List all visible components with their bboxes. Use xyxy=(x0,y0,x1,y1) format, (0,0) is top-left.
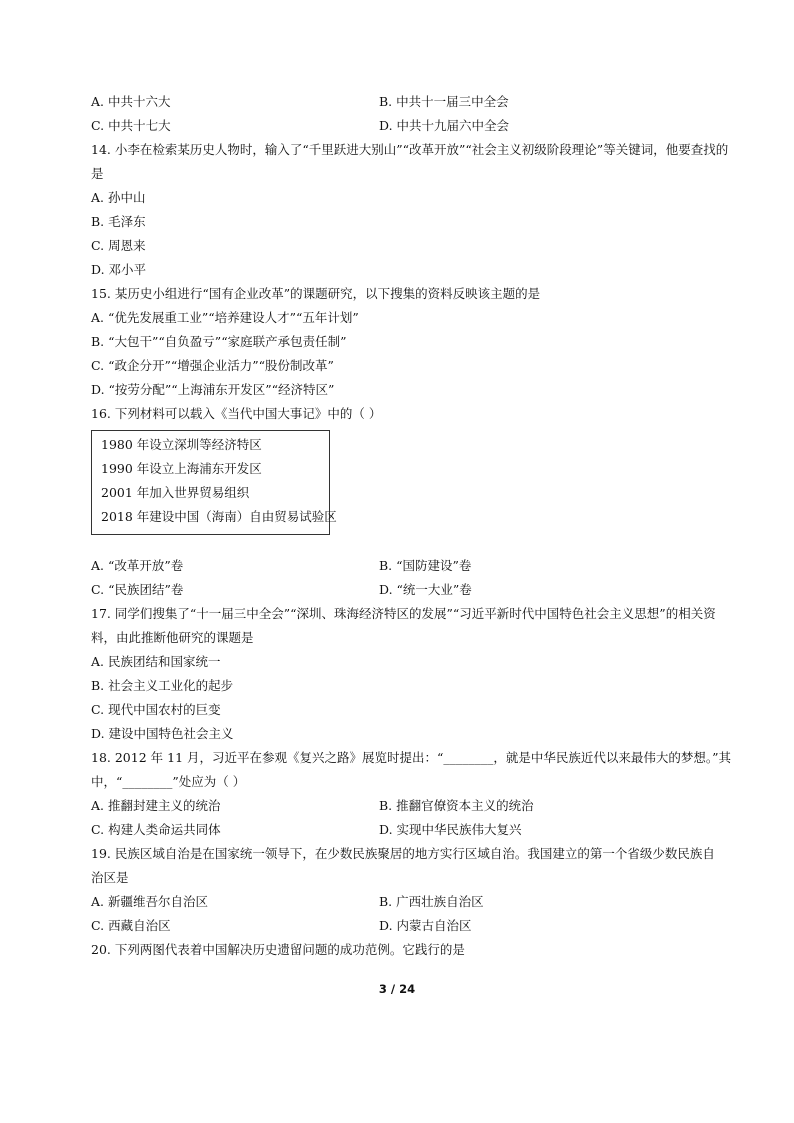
q14-stem-line1: 14. 小李在检索某历史人物时，输入了“千里跃进大别山”“改革开放”“社会主义初级阶段理论”等关键词，他要查找的 xyxy=(91,142,729,157)
q18-option-a: A. 推翻封建主义的统治 xyxy=(91,798,221,813)
q17-option-b: B. 社会主义工业化的起步 xyxy=(91,678,234,693)
q16-material-item: 1990 年设立上海浦东开发区 xyxy=(101,461,262,476)
q15-option-d: D. “按劳分配”“上海浦东开发区”“经济特区” xyxy=(91,382,335,397)
q19-stem-line1: 19. 民族区域自治是在国家统一领导下，在少数民族聚居的地方实行区域自治。我国建立的第一个省级少数民族自 xyxy=(91,846,715,861)
q18-option-c: C. 构建人类命运共同体 xyxy=(91,822,221,837)
q20-stem: 20. 下列两图代表着中国解决历史遗留问题的成功范例。它践行的是 xyxy=(91,942,465,957)
q16-option-a: A. “改革开放”卷 xyxy=(91,558,184,573)
q19-option-d: D. 内蒙古自治区 xyxy=(379,918,472,933)
q16-stem: 16. 下列材料可以载入《当代中国大事记》中的（ ） xyxy=(91,406,382,421)
q13-option-d: D. 中共十九届六中全会 xyxy=(379,118,510,133)
q19-stem-line2: 治区是 xyxy=(91,870,129,885)
q13-option-a: A. 中共十六大 xyxy=(91,94,171,109)
q18-option-b: B. 推翻官僚资本主义的统治 xyxy=(379,798,534,813)
page-number: 3 / 24 xyxy=(378,982,416,996)
q15-stem: 15. 某历史小组进行“国有企业改革”的课题研究，以下搜集的资料反映该主题的是 xyxy=(91,286,541,301)
q17-stem-line1: 17. 同学们搜集了“十一届三中全会”“深圳、珠海经济特区的发展”“习近平新时代中国特色社会主义思想”的相关资 xyxy=(91,606,716,621)
q16-material-item: 1980 年设立深圳等经济特区 xyxy=(101,437,262,452)
q16-option-b: B. “国防建设”卷 xyxy=(379,558,472,573)
q19-option-b: B. 广西壮族自治区 xyxy=(379,894,484,909)
q16-material-item: 2001 年加入世界贸易组织 xyxy=(101,485,250,500)
q17-option-a: A. 民族团结和国家统一 xyxy=(91,654,221,669)
q15-option-a: A. “优先发展重工业”“培养建设人才”“五年计划” xyxy=(91,310,359,325)
q13-option-b: B. 中共十一届三中全会 xyxy=(379,94,509,109)
q16-material-item: 2018 年建设中国（海南）自由贸易试验区 xyxy=(101,509,337,524)
q14-option-a: A. 孙中山 xyxy=(91,190,146,205)
q18-option-d: D. 实现中华民族伟大复兴 xyxy=(379,822,522,837)
q16-option-c: C. “民族团结”卷 xyxy=(91,582,184,597)
q17-stem-line2: 料，由此推断他研究的课题是 xyxy=(91,630,254,645)
q16-option-d: D. “统一大业”卷 xyxy=(379,582,472,597)
q18-stem-line1: 18. 2012 年 11 月，习近平在参观《复兴之路》展览时提出：“________，就是中华民族近代以来最伟大的梦想。”其 xyxy=(91,750,732,765)
q15-option-c: C. “政企分开”“增强企业活力”“股份制改革” xyxy=(91,358,334,373)
q16-material-box xyxy=(91,430,337,535)
q17-option-c: C. 现代中国农村的巨变 xyxy=(91,702,221,717)
q19-option-c: C. 西藏自治区 xyxy=(91,918,171,933)
q18-stem-line2: 中，“________”处应为（ ） xyxy=(91,774,246,789)
q14-option-c: C. 周恩来 xyxy=(91,238,146,253)
q14-stem-line2: 是 xyxy=(91,166,104,181)
q13-option-c: C. 中共十七大 xyxy=(91,118,171,133)
q15-option-b: B. “大包干”“自负盈亏”“家庭联产承包责任制” xyxy=(91,334,347,349)
q14-option-d: D. 邓小平 xyxy=(91,262,147,277)
q17-option-d: D. 建设中国特色社会主义 xyxy=(91,726,234,741)
q19-option-a: A. 新疆维吾尔自治区 xyxy=(91,894,208,909)
q14-option-b: B. 毛泽东 xyxy=(91,214,146,229)
